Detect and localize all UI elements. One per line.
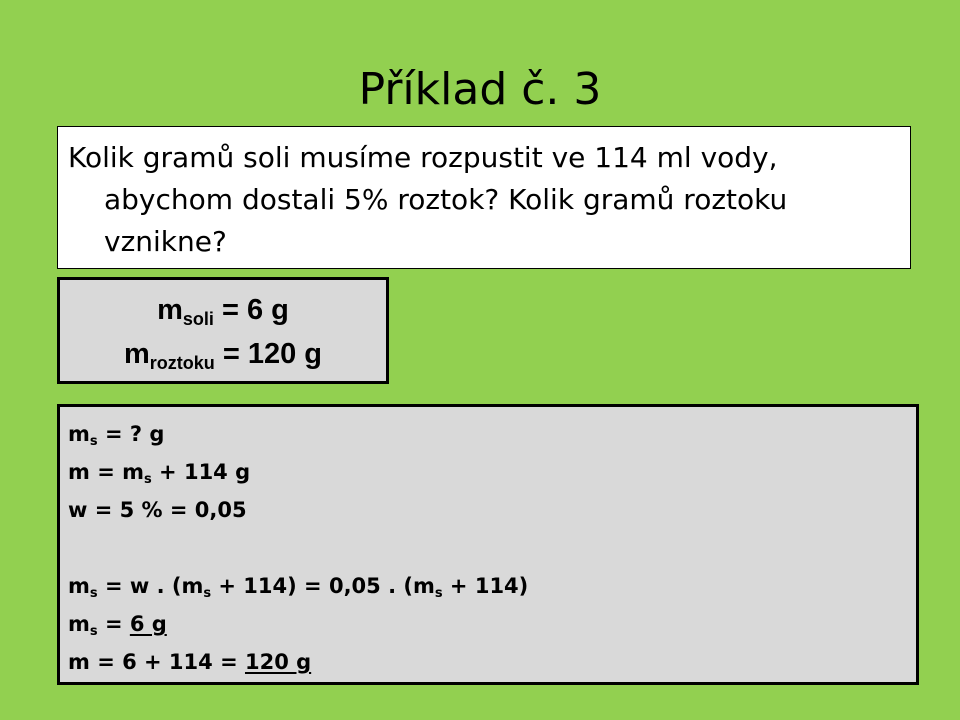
- solution-subscript: s: [143, 472, 152, 487]
- solution-subscript: s: [203, 586, 212, 601]
- solution-text: = ? g: [97, 422, 165, 446]
- answer-solution-mass: [60, 332, 386, 376]
- answer-salt-symbol: m: [157, 294, 183, 326]
- answer-box: [57, 277, 389, 384]
- answer-solution-symbol: m: [123, 338, 150, 370]
- solution-line-3: [68, 491, 916, 529]
- solution-text: m: [68, 574, 90, 598]
- question-text: Kolik gramů soli musíme rozpustit ve 114 ml vody, abychom dostali 5% roztok? Kolik gramů roztoku vznikne?: [68, 141, 788, 258]
- solution-box: [57, 404, 919, 685]
- solution-line-2: [68, 453, 916, 491]
- answer-salt-subscript: soli: [182, 309, 214, 329]
- solution-text: w = 5 % = 0,05: [68, 498, 247, 522]
- solution-subscript: s: [89, 434, 98, 449]
- slide-title: Příklad č. 3: [358, 64, 602, 115]
- solution-text: =: [97, 612, 130, 636]
- answer-solution-subscript: roztoku: [149, 353, 215, 373]
- answer-salt-value: = 6 g: [213, 294, 289, 326]
- solution-text: m: [68, 422, 90, 446]
- solution-text: m: [68, 612, 90, 636]
- solution-result-salt: 6 g: [129, 612, 167, 636]
- solution-result-solution: 120 g: [244, 650, 312, 674]
- solution-text: m = 6 + 114 =: [68, 650, 245, 674]
- solution-text: + 114) = 0,05 . (m: [211, 574, 435, 598]
- solution-text: + 114): [442, 574, 529, 598]
- answer-salt-mass: [60, 288, 386, 332]
- solution-text: + 114 g: [151, 460, 251, 484]
- solution-subscript: s: [89, 586, 98, 601]
- solution-line-6: [68, 643, 916, 681]
- solution-line-1: [68, 415, 916, 453]
- question-box: [57, 126, 911, 269]
- answer-solution-value: = 120 g: [214, 338, 322, 370]
- solution-text: = w . (m: [97, 574, 204, 598]
- solution-blank-line: [68, 529, 916, 567]
- solution-line-5: [68, 605, 916, 643]
- solution-text: m = m: [68, 460, 144, 484]
- solution-subscript: s: [434, 586, 443, 601]
- solution-subscript: s: [89, 624, 98, 639]
- solution-line-4: [68, 567, 916, 605]
